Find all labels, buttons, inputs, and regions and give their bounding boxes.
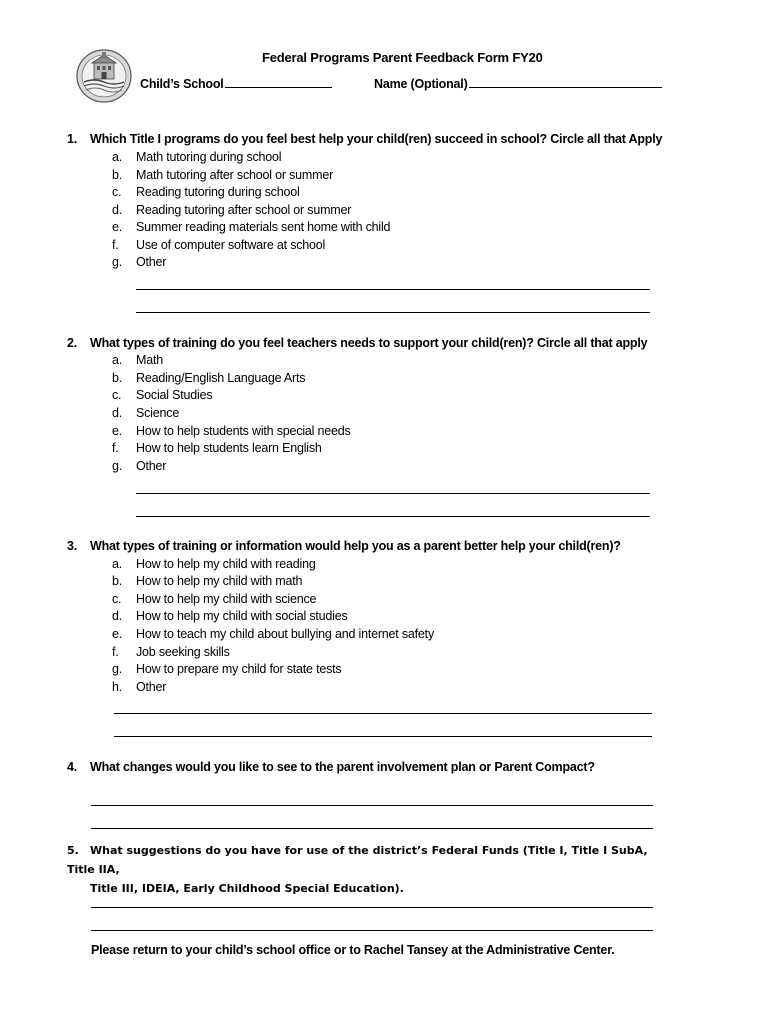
list-item[interactable]: e. Summer reading materials sent home with child	[112, 220, 391, 234]
list-item[interactable]: b. Math tutoring after school or summer	[112, 168, 334, 182]
child-school-label: Child’s School	[140, 77, 224, 91]
question-text: What types of training or information would help you as a parent better help your child(ren)?	[90, 539, 621, 553]
list-item[interactable]: a. Math	[112, 353, 163, 367]
answer-line[interactable]	[136, 312, 650, 313]
list-item[interactable]: d. How to help my child with social studies	[112, 609, 348, 623]
question-text-continued: Title III, IDEIA, Early Childhood Special Education).	[90, 882, 404, 895]
answer-line[interactable]	[91, 907, 653, 908]
question-text: Which Title I programs do you feel best help your child(ren) succeed in school? Circle all that Apply	[90, 132, 663, 146]
question-2	[67, 336, 667, 350]
form-title: Federal Programs Parent Feedback Form FY20	[262, 50, 543, 65]
list-item[interactable]: f. Use of computer software at school	[112, 238, 326, 252]
name-field[interactable]	[374, 75, 662, 91]
list-item[interactable]: f. Job seeking skills	[112, 645, 230, 659]
child-school-line[interactable]	[225, 75, 332, 88]
list-item[interactable]: h. Other	[112, 680, 167, 694]
question-number: 2.	[67, 336, 78, 350]
school-seal-logo	[76, 48, 132, 104]
question-number: 5.	[67, 844, 79, 857]
question-number: 4.	[67, 760, 78, 774]
answer-line[interactable]	[114, 736, 652, 737]
answer-line[interactable]	[136, 493, 650, 494]
question-1	[67, 132, 667, 146]
answer-line[interactable]	[91, 930, 653, 931]
answer-line[interactable]	[91, 828, 653, 829]
answer-line[interactable]	[136, 516, 650, 517]
list-item[interactable]: d. Reading tutoring after school or summer	[112, 203, 352, 217]
list-item[interactable]: e. How to teach my child about bullying and internet safety	[112, 627, 435, 641]
answer-line[interactable]	[136, 289, 650, 290]
list-item[interactable]: a. Math tutoring during school	[112, 150, 282, 164]
answer-line[interactable]	[91, 805, 653, 806]
question-number: 1.	[67, 132, 78, 146]
list-item[interactable]: b. How to help my child with math	[112, 574, 303, 588]
name-line[interactable]	[469, 75, 662, 88]
child-school-field[interactable]	[140, 75, 332, 91]
list-item[interactable]: g. Other	[112, 459, 167, 473]
question-text: What suggestions do you have for use of the district’s Federal Funds (Title I, Title I SubA, Title IIA,	[67, 844, 648, 876]
list-item[interactable]: c. How to help my child with science	[112, 592, 317, 606]
name-label: Name (Optional)	[374, 77, 468, 91]
list-item[interactable]: f. How to help students learn English	[112, 441, 322, 455]
list-item[interactable]: g. Other	[112, 255, 167, 269]
list-item[interactable]: b. Reading/English Language Arts	[112, 371, 306, 385]
list-item[interactable]: c. Reading tutoring during school	[112, 185, 300, 199]
list-item[interactable]: c. Social Studies	[112, 388, 213, 402]
question-5	[67, 841, 667, 898]
question-4	[67, 760, 667, 774]
question-3	[67, 539, 667, 553]
list-item[interactable]: a. How to help my child with reading	[112, 557, 316, 571]
return-instructions: Please return to your child’s school office or to Rachel Tansey at the Administrative Center.	[91, 943, 615, 957]
list-item[interactable]: d. Science	[112, 406, 180, 420]
answer-line[interactable]	[114, 713, 652, 714]
list-item[interactable]: g. How to prepare my child for state tests	[112, 662, 342, 676]
question-number: 3.	[67, 539, 78, 553]
list-item[interactable]: e. How to help students with special needs	[112, 424, 351, 438]
question-text: What changes would you like to see to the parent involvement plan or Parent Compact?	[90, 760, 595, 774]
question-text: What types of training do you feel teachers needs to support your child(ren)? Circle all that apply	[90, 336, 648, 350]
